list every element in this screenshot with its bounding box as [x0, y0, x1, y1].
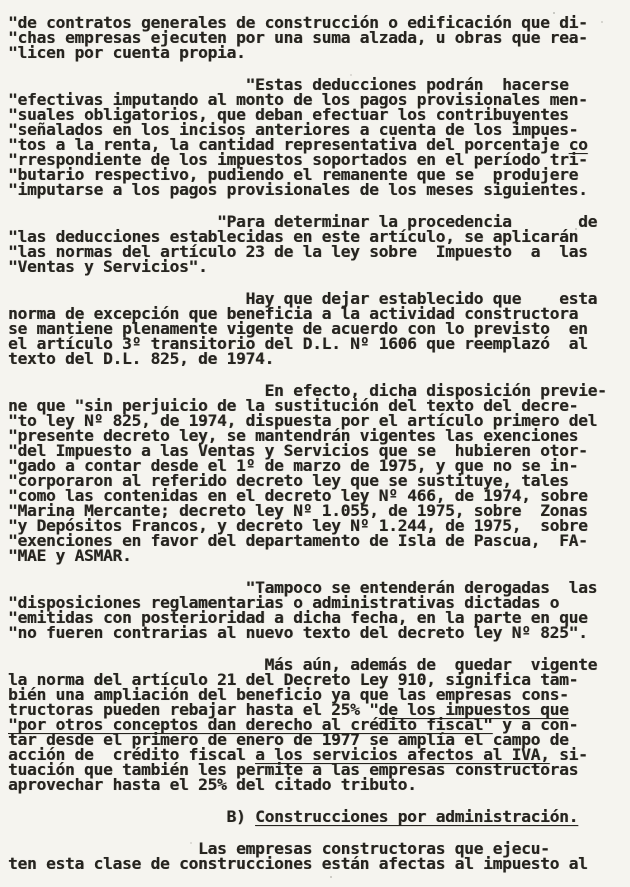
- text-segment: "Para determinar la procedencia de: [8, 212, 598, 231]
- text-line: [8, 809, 630, 824]
- text-segment: texto del D.L. 825, de 1974.: [8, 349, 275, 368]
- text-line: [8, 182, 630, 197]
- text-segment: la norma del artículo 21 del Decreto Ley 910, significa tam-: [8, 670, 579, 689]
- text-line: [8, 777, 630, 792]
- text-segment: "las normas del artículo 23 de la ley sobre Impuesto a las: [8, 242, 588, 261]
- underlined-text-segment: co: [568, 135, 588, 154]
- text-segment: B): [8, 807, 256, 826]
- text-segment: Las empresas constructoras que ejecu-: [8, 839, 550, 858]
- text-segment: Más aún, además de quedar vigente: [8, 655, 598, 674]
- text-segment: "tos a la renta, la cantidad representativa del porcentaje: [8, 135, 569, 154]
- text-segment: "Estas deducciones podrán hacerse: [8, 75, 569, 94]
- text-segment: el artículo 3º transitorio del D.L. Nº 1606 que reemplazó al: [8, 334, 588, 353]
- text-segment: "gado a contar desde el 1º de marzo de 1975, y que no se in-: [8, 456, 579, 475]
- text-segment: "emitidas con posterioridad a dicha fecha, en la parte en que: [8, 608, 588, 627]
- text-segment: "señalados en los incisos anteriores a cuenta de los impues-: [8, 120, 579, 139]
- text-segment: "las deducciones establecidas en este artículo, se aplicarán: [8, 227, 579, 246]
- text-line: [8, 351, 630, 366]
- text-segment: "presente decreto ley, se mantendrán vigentes las exenciones: [8, 426, 579, 445]
- text-segment: y a con-: [492, 715, 579, 734]
- text-segment: tar desde el primero de enero de 1977 se amplía el campo de: [8, 730, 569, 749]
- underlined-text-segment: de los impuestos que: [378, 700, 569, 719]
- text-segment: "Marina Mercante; decreto ley Nº 1.055, de 1975, sobre Zonas: [8, 501, 588, 520]
- text-segment: "de contratos generales de construcción o edificación que di-: [8, 13, 588, 32]
- text-segment: si-: [549, 745, 588, 764]
- text-segment: "MAE y ASMAR.: [8, 546, 132, 565]
- text-line: [8, 45, 630, 60]
- text-segment: "efectivas imputando al monto de los pagos provisionales men-: [8, 90, 588, 109]
- text-segment: "butario respectivo, pudiendo el remanente que se produjere: [8, 165, 579, 184]
- text-segment: acción de crédito fiscal: [8, 745, 256, 764]
- text-segment: norma de excepción que beneficia a la actividad constructora: [8, 304, 579, 323]
- text-segment: "rrespondiente de los impuestos soportados en el período tri-: [8, 150, 588, 169]
- text-line: [8, 625, 630, 640]
- underlined-text-segment: "por otros conceptos dan derecho al crédito fiscal": [8, 715, 493, 734]
- text-segment: "como las contenidas en el decreto ley Nº 466, de 1974, sobre: [8, 486, 588, 505]
- text-segment: ne que "sin perjuicio de la sustitución del texto del decre-: [8, 396, 579, 415]
- text-segment: "y Depósitos Francos, y decreto ley Nº 1.244, de 1975, sobre: [8, 516, 588, 535]
- text-segment: se mantiene plenamente vigente de acuerdo con lo previsto en: [8, 319, 588, 338]
- text-segment: tuación que también les permite a las empresas constructoras: [8, 760, 579, 779]
- text-line: [8, 259, 630, 274]
- underlined-text-segment: a los servicios afectos al IVA,: [255, 745, 550, 764]
- text-segment: "exenciones en favor del departamento de Isla de Pascua, FA-: [8, 531, 588, 550]
- text-segment: "licen por cuenta propia.: [8, 43, 246, 62]
- document-body: [8, 15, 630, 871]
- text-line: [8, 856, 630, 871]
- text-segment: "suales obligatorios, que deban efectuar los contribuyentes: [8, 105, 569, 124]
- scan-noise-specks: [0, 0, 2, 2]
- text-segment: "Ventas y Servicios".: [8, 257, 208, 276]
- text-segment: tructoras pueden rebajar hasta el 25% ": [8, 700, 379, 719]
- text-segment: "del Impuesto a las Ventas y Servicios que se hubieren otor-: [8, 441, 588, 460]
- text-segment: "Tampoco se entenderán derogadas las: [8, 578, 598, 597]
- text-segment: "no fueren contrarias al nuevo texto del decreto ley Nº 825".: [8, 623, 588, 642]
- text-segment: "to ley Nº 825, de 1974, dispuesta por el artículo primero del: [8, 411, 598, 430]
- text-segment: En efecto, dicha disposición previe-: [8, 381, 607, 400]
- text-segment: "corporaron al referido decreto ley que se sustituye, tales: [8, 471, 569, 490]
- text-segment: aprovechar hasta el 25% del citado tributo.: [8, 775, 417, 794]
- text-segment: "chas empresas ejecuten por una suma alzada, u obras que rea-: [8, 28, 588, 47]
- text-segment: "disposiciones reglamentarias o administrativas dictadas o: [8, 593, 560, 612]
- underlined-text-segment: Construcciones por administración.: [255, 807, 579, 826]
- text-segment: Hay que dejar establecido que esta: [8, 289, 598, 308]
- text-segment: bién una ampliación del beneficio ya que las empresas cons-: [8, 685, 569, 704]
- text-segment: "imputarse a los pagos provisionales de los meses siguientes.: [8, 180, 588, 199]
- text-line: [8, 548, 630, 563]
- text-segment: ten esta clase de construcciones están afectas al impuesto al: [8, 854, 588, 873]
